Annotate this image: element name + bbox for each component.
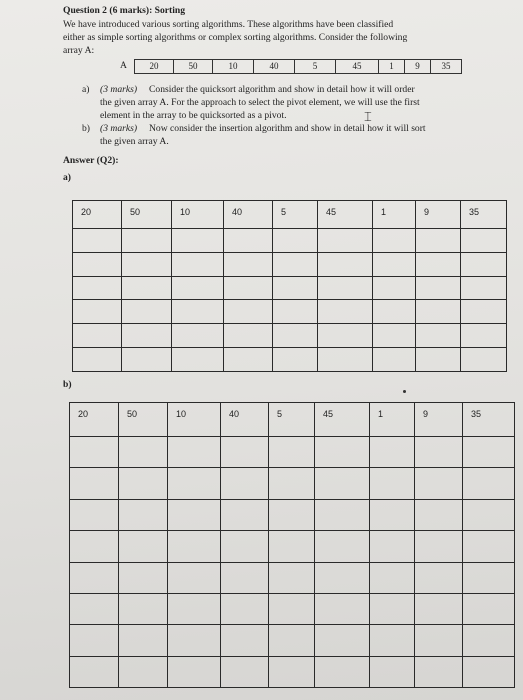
- grid-b-cell[interactable]: [269, 403, 315, 437]
- grid-b-cell[interactable]: [415, 437, 463, 468]
- grid-b-cell[interactable]: [370, 562, 415, 593]
- grid-a-cell[interactable]: [122, 276, 172, 300]
- grid-a-cell[interactable]: [73, 324, 122, 348]
- grid-b-cell[interactable]: [415, 625, 463, 656]
- grid-b-cell[interactable]: [70, 593, 119, 624]
- grid-b-row: [70, 531, 515, 562]
- grid-a-cell[interactable]: [122, 201, 172, 229]
- intro-line-2: either as simple sorting algorithms or complex sorting algorithms. Consider the following: [63, 32, 408, 43]
- grid-a-cell[interactable]: [122, 252, 172, 276]
- part-a-line-2: the given array A. For the approach to select the pivot element, we will use the first: [100, 97, 420, 108]
- grid-a-cell[interactable]: [273, 201, 318, 229]
- grid-a-cell[interactable]: [224, 300, 273, 324]
- grid-a-header-value: 1: [381, 207, 387, 217]
- grid-b-row: [70, 499, 515, 530]
- grid-b-cell[interactable]: [415, 593, 463, 624]
- grid-b-cell[interactable]: [70, 468, 119, 499]
- grid-a-cell[interactable]: [273, 252, 318, 276]
- grid-b-cell[interactable]: [315, 593, 370, 624]
- grid-b-header-value: 5: [277, 409, 283, 419]
- grid-a-header-value: 40: [232, 207, 243, 217]
- grid-a-cell[interactable]: [273, 348, 318, 372]
- grid-b-cell[interactable]: [370, 625, 415, 656]
- grid-a-header-value: 9: [424, 207, 430, 217]
- grid-a-cell[interactable]: [318, 229, 373, 253]
- grid-a-cell[interactable]: [461, 229, 507, 253]
- grid-b-cell[interactable]: [221, 625, 269, 656]
- grid-a-cell[interactable]: [416, 252, 461, 276]
- grid-a-header-value: 50: [130, 207, 141, 217]
- grid-a-cell[interactable]: [461, 252, 507, 276]
- array-cell: 1: [378, 60, 404, 73]
- grid-b-cell[interactable]: [221, 468, 269, 499]
- grid-b-cell[interactable]: [119, 656, 168, 687]
- grid-b-header-value: 45: [323, 409, 334, 419]
- grid-b-header-row: [70, 403, 515, 437]
- grid-a-cell[interactable]: [224, 324, 273, 348]
- grid-a-cell[interactable]: [172, 276, 224, 300]
- grid-a-cell[interactable]: [373, 324, 416, 348]
- grid-a-row: [73, 348, 507, 372]
- grid-b-cell[interactable]: [119, 531, 168, 562]
- answer-grid-a: [72, 200, 507, 372]
- grid-b-cell[interactable]: [168, 531, 221, 562]
- array-cell: 9: [404, 60, 430, 73]
- grid-b-cell[interactable]: [269, 468, 315, 499]
- part-b-line-1: Now consider the insertion algorithm and show in detail how it will sort: [149, 123, 426, 134]
- grid-b-cell[interactable]: [119, 437, 168, 468]
- part-a-marks: (3 marks): [100, 84, 138, 95]
- text-cursor-icon: ⌶: [364, 109, 372, 124]
- grid-b-row: [70, 625, 515, 656]
- array-cell: 40: [253, 60, 294, 73]
- answer-heading: Answer (Q2):: [63, 155, 119, 166]
- grid-a-header-value: 20: [81, 207, 92, 217]
- grid-a-header-value: 5: [281, 207, 287, 217]
- grid-a-cell[interactable]: [416, 348, 461, 372]
- grid-b-cell[interactable]: [415, 531, 463, 562]
- grid-a-cell[interactable]: [318, 276, 373, 300]
- grid-a-cell[interactable]: [416, 324, 461, 348]
- grid-b-cell[interactable]: [70, 656, 119, 687]
- grid-b-cell[interactable]: [315, 625, 370, 656]
- grid-b-cell[interactable]: [119, 499, 168, 530]
- array-cell: 5: [294, 60, 335, 73]
- grid-b-cell[interactable]: [70, 403, 119, 437]
- grid-b-cell[interactable]: [221, 499, 269, 530]
- grid-b-cell[interactable]: [415, 403, 463, 437]
- grid-b-cell[interactable]: [415, 499, 463, 530]
- grid-b-cell[interactable]: [315, 531, 370, 562]
- question-title: Question 2 (6 marks): Sorting: [63, 5, 186, 16]
- grid-b-cell[interactable]: [463, 625, 515, 656]
- grid-a-row: [73, 276, 507, 300]
- grid-b-cell[interactable]: [168, 625, 221, 656]
- grid-b-row: [70, 593, 515, 624]
- grid-a-cell[interactable]: [122, 300, 172, 324]
- grid-a-cell[interactable]: [73, 252, 122, 276]
- grid-a-cell[interactable]: [416, 300, 461, 324]
- grid-b-cell[interactable]: [370, 499, 415, 530]
- grid-a-cell[interactable]: [318, 252, 373, 276]
- array-cell: 50: [173, 60, 212, 73]
- grid-b-cell[interactable]: [70, 437, 119, 468]
- grid-a-header-row: [73, 201, 507, 229]
- part-a-line-1: Consider the quicksort algorithm and show in detail how it will order: [149, 84, 415, 95]
- intro-line-1: We have introduced various sorting algorithms. These algorithms have been classified: [63, 19, 394, 30]
- array-cell: 35: [430, 60, 461, 73]
- grid-b-cell[interactable]: [370, 468, 415, 499]
- grid-a-cell[interactable]: [461, 324, 507, 348]
- grid-a-row: [73, 252, 507, 276]
- grid-b-cell[interactable]: [315, 562, 370, 593]
- grid-b-cell[interactable]: [415, 656, 463, 687]
- grid-b-header-value: 35: [471, 409, 482, 419]
- grid-a-row: [73, 324, 507, 348]
- grid-a-cell[interactable]: [73, 276, 122, 300]
- grid-b-cell[interactable]: [221, 562, 269, 593]
- grid-b-row: [70, 562, 515, 593]
- grid-a-cell[interactable]: [224, 276, 273, 300]
- grid-b-row: [70, 656, 515, 687]
- grid-a-cell[interactable]: [172, 300, 224, 324]
- grid-a-row: [73, 300, 507, 324]
- grid-a-cell[interactable]: [461, 300, 507, 324]
- grid-a-row: [73, 229, 507, 253]
- grid-a-cell[interactable]: [461, 201, 507, 229]
- grid-b-cell[interactable]: [221, 403, 269, 437]
- array-cell: 10: [212, 60, 253, 73]
- grid-a-cell[interactable]: [172, 252, 224, 276]
- grid-b-cell[interactable]: [315, 499, 370, 530]
- grid-b-row: [70, 468, 515, 499]
- grid-b-cell[interactable]: [370, 656, 415, 687]
- grid-a-cell[interactable]: [224, 201, 273, 229]
- grid-b-cell[interactable]: [269, 656, 315, 687]
- grid-b-cell[interactable]: [168, 593, 221, 624]
- grid-b-cell[interactable]: [119, 625, 168, 656]
- grid-a-cell[interactable]: [172, 201, 224, 229]
- grid-b-cell[interactable]: [221, 437, 269, 468]
- grid-b-cell[interactable]: [315, 468, 370, 499]
- grid-a-cell[interactable]: [172, 348, 224, 372]
- grid-b-cell[interactable]: [315, 437, 370, 468]
- grid-a-cell[interactable]: [122, 324, 172, 348]
- grid-b-cell[interactable]: [269, 531, 315, 562]
- grid-a-cell[interactable]: [318, 348, 373, 372]
- grid-b-header-value: 1: [378, 409, 384, 419]
- grid-b-cell[interactable]: [168, 656, 221, 687]
- grid-b-cell[interactable]: [315, 403, 370, 437]
- grid-a-cell[interactable]: [373, 348, 416, 372]
- grid-a-cell[interactable]: [318, 201, 373, 229]
- grid-b-cell[interactable]: [221, 593, 269, 624]
- grid-b-cell[interactable]: [119, 468, 168, 499]
- grid-b-cell[interactable]: [70, 499, 119, 530]
- grid-b-header-value: 10: [176, 409, 187, 419]
- grid-b-header-value: 20: [78, 409, 89, 419]
- grid-b-cell[interactable]: [370, 437, 415, 468]
- array-cell: 45: [335, 60, 378, 73]
- grid-a-cell[interactable]: [122, 348, 172, 372]
- grid-a-cell[interactable]: [172, 324, 224, 348]
- ink-dot: [403, 390, 406, 393]
- grid-b-cell[interactable]: [168, 562, 221, 593]
- part-b-line-2: the given array A.: [100, 136, 169, 147]
- grid-b-cell[interactable]: [463, 403, 515, 437]
- grid-b-cell[interactable]: [221, 531, 269, 562]
- grid-b-cell[interactable]: [119, 593, 168, 624]
- grid-b-cell[interactable]: [463, 468, 515, 499]
- grid-b-cell[interactable]: [463, 562, 515, 593]
- array-label: A: [120, 60, 127, 71]
- grid-b-cell[interactable]: [370, 531, 415, 562]
- grid-a-cell[interactable]: [373, 229, 416, 253]
- grid-a-cell[interactable]: [273, 324, 318, 348]
- grid-b-cell[interactable]: [269, 625, 315, 656]
- grid-b-header-value: 50: [127, 409, 138, 419]
- array-a: [134, 59, 462, 74]
- grid-b-cell[interactable]: [269, 499, 315, 530]
- grid-b-cell[interactable]: [119, 562, 168, 593]
- part-a-label: a): [82, 84, 90, 95]
- grid-b-cell[interactable]: [221, 656, 269, 687]
- grid-b-cell[interactable]: [415, 562, 463, 593]
- grid-a-cell[interactable]: [461, 348, 507, 372]
- grid-b-cell[interactable]: [463, 499, 515, 530]
- grid-a-cell[interactable]: [373, 300, 416, 324]
- grid-b-cell[interactable]: [269, 437, 315, 468]
- grid-a-cell[interactable]: [273, 276, 318, 300]
- grid-a-cell[interactable]: [373, 201, 416, 229]
- grid-a-cell[interactable]: [122, 229, 172, 253]
- grid-b-cell[interactable]: [168, 403, 221, 437]
- grid-b-cell[interactable]: [70, 531, 119, 562]
- grid-b-cell[interactable]: [70, 562, 119, 593]
- grid-a-cell[interactable]: [416, 201, 461, 229]
- grid-b-row: [70, 437, 515, 468]
- grid-b-cell[interactable]: [463, 656, 515, 687]
- grid-a-cell[interactable]: [224, 229, 273, 253]
- grid-a-header-value: 45: [326, 207, 337, 217]
- grid-a-cell[interactable]: [318, 324, 373, 348]
- grid-a-cell[interactable]: [224, 252, 273, 276]
- grid-a-cell[interactable]: [73, 300, 122, 324]
- part-b-marks: (3 marks): [100, 123, 138, 134]
- grid-b-header-value: 9: [423, 409, 429, 419]
- grid-b-cell[interactable]: [415, 468, 463, 499]
- grid-b-cell[interactable]: [269, 562, 315, 593]
- grid-a-cell[interactable]: [373, 252, 416, 276]
- grid-a-cell[interactable]: [318, 300, 373, 324]
- array-cell: 20: [149, 61, 159, 71]
- grid-a-header-value: 10: [180, 207, 191, 217]
- grid-a-cell[interactable]: [73, 229, 122, 253]
- grid-b-cell[interactable]: [269, 593, 315, 624]
- grid-b-cell[interactable]: [168, 499, 221, 530]
- grid-a-cell[interactable]: [73, 348, 122, 372]
- grid-a-cell[interactable]: [273, 300, 318, 324]
- grid-b-cell[interactable]: [463, 531, 515, 562]
- grid-a-cell[interactable]: [461, 276, 507, 300]
- part-a-line-3: element in the array to be quicksorted as a pivot.: [100, 110, 287, 121]
- grid-a-cell[interactable]: [416, 276, 461, 300]
- grid-a-cell[interactable]: [416, 229, 461, 253]
- grid-b-cell[interactable]: [370, 403, 415, 437]
- answer-b-label: b): [63, 379, 72, 390]
- grid-b-cell[interactable]: [463, 437, 515, 468]
- part-b-label: b): [82, 123, 90, 134]
- grid-a-cell[interactable]: [73, 201, 122, 229]
- grid-b-cell[interactable]: [70, 625, 119, 656]
- answer-a-label: a): [63, 172, 71, 183]
- grid-b-cell[interactable]: [168, 437, 221, 468]
- grid-b-header-value: 40: [229, 409, 240, 419]
- grid-a-cell[interactable]: [224, 348, 273, 372]
- grid-b-cell[interactable]: [168, 468, 221, 499]
- grid-b-cell[interactable]: [119, 403, 168, 437]
- grid-b-cell[interactable]: [370, 593, 415, 624]
- grid-b-cell[interactable]: [315, 656, 370, 687]
- grid-b-cell[interactable]: [463, 593, 515, 624]
- grid-a-cell[interactable]: [273, 229, 318, 253]
- grid-a-header-value: 35: [469, 207, 480, 217]
- intro-line-3: array A:: [63, 45, 95, 56]
- grid-a-cell[interactable]: [172, 229, 224, 253]
- grid-a-cell[interactable]: [373, 276, 416, 300]
- answer-grid-b: [69, 402, 515, 688]
